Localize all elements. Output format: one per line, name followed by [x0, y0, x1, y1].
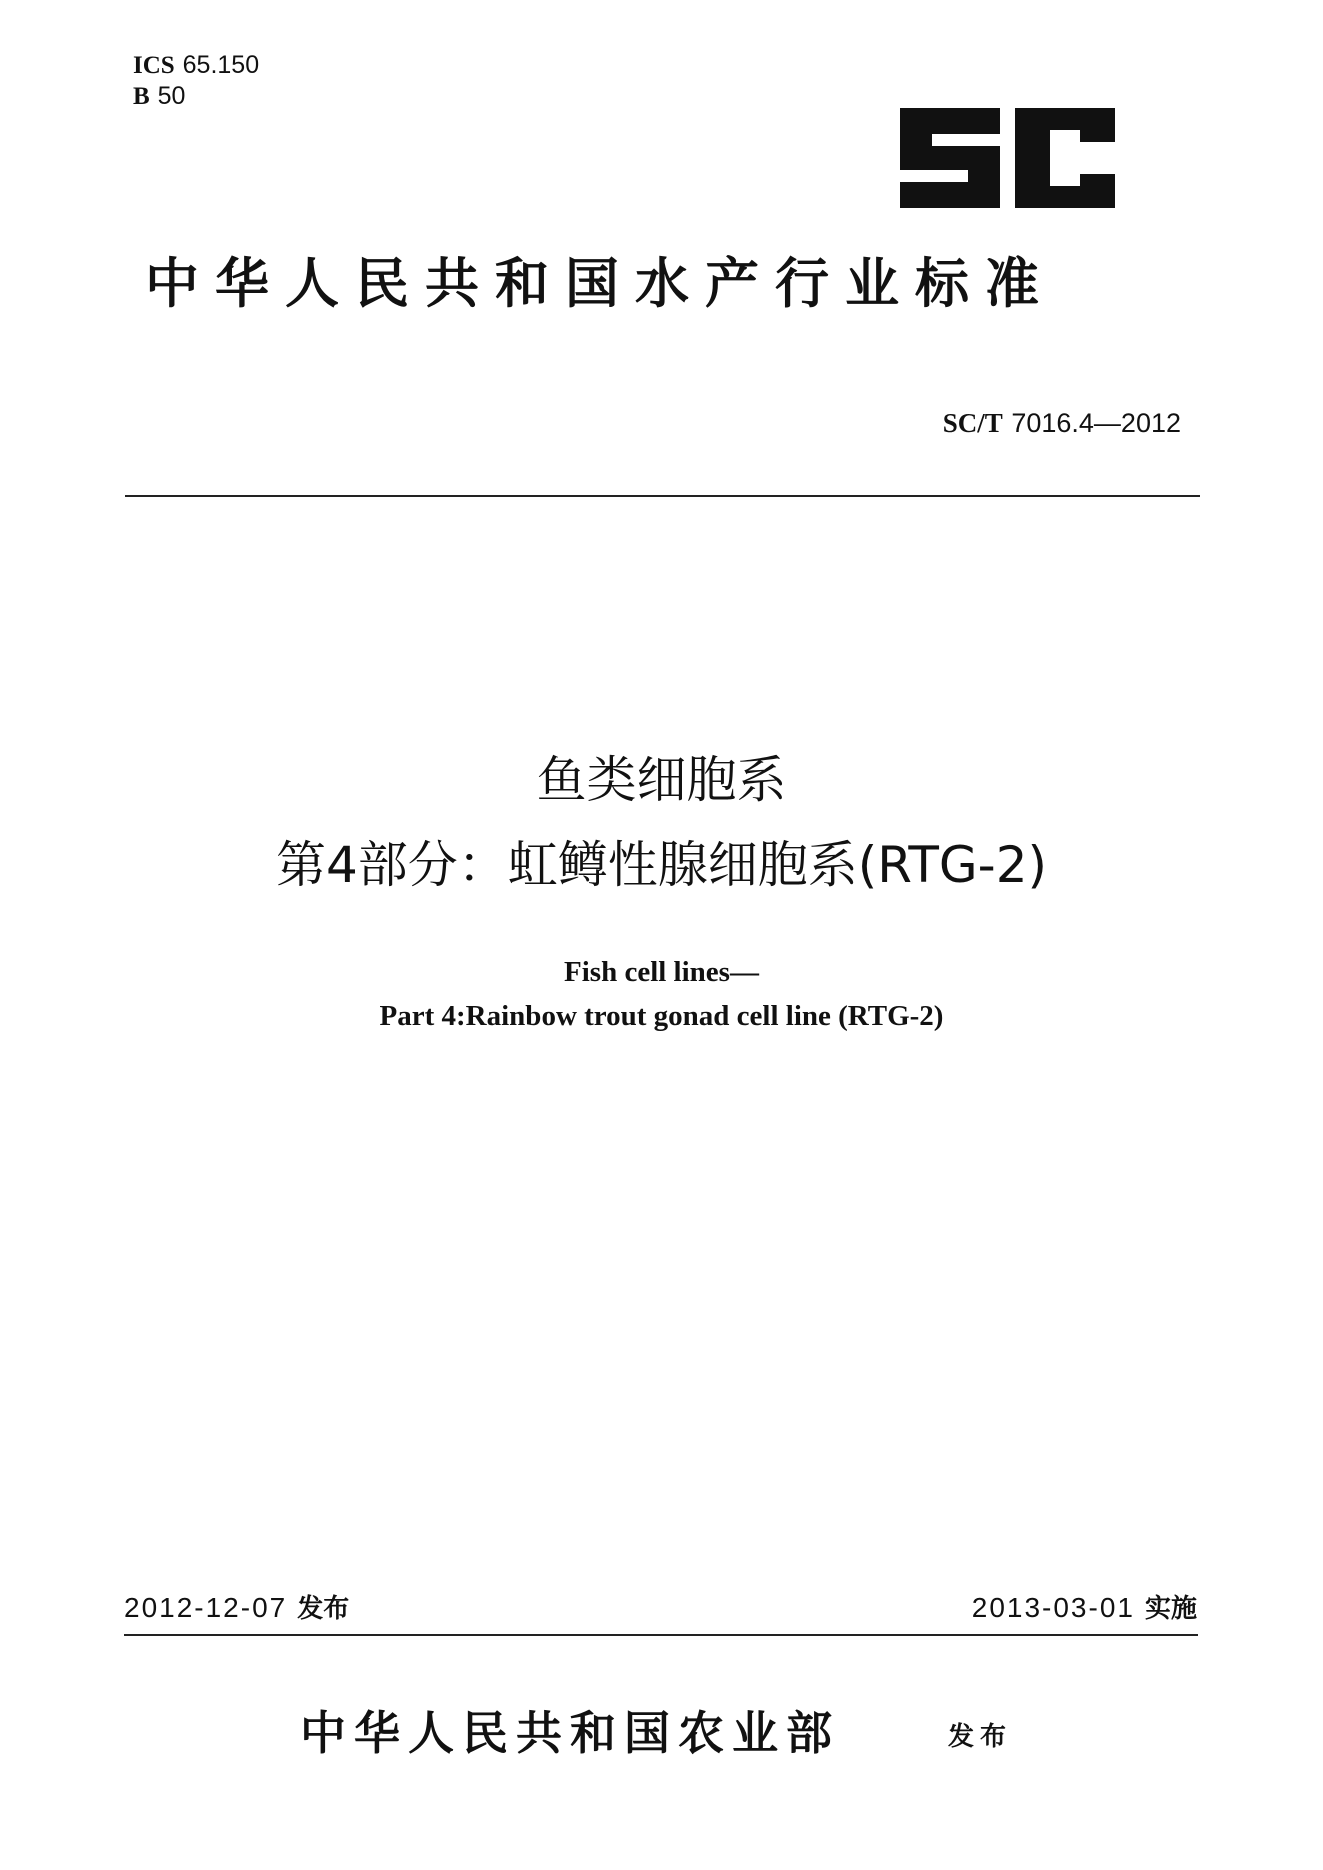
issue-date-value: 2012-12-07	[124, 1592, 288, 1623]
issue-date	[124, 1588, 349, 1625]
classification-codes	[133, 50, 259, 112]
en-title-line2: Part 4:Rainbow trout gonad cell line (RTG-2)	[379, 1000, 944, 1032]
sc-logo	[900, 108, 1115, 208]
bottom-divider	[124, 1634, 1198, 1636]
implementation-date-label: 实施	[1144, 1594, 1197, 1624]
cn-title-line2: 第4部分：虹鳟性腺细胞系(RTG-2)	[275, 836, 1048, 894]
top-divider	[125, 495, 1200, 497]
ccs-label: B	[133, 83, 150, 110]
ics-code	[133, 50, 259, 81]
publisher: 中华人民共和国农业部	[300, 1706, 840, 1760]
standard-number-value: 7016.4—2012	[1011, 408, 1181, 438]
implementation-date	[972, 1588, 1197, 1625]
implementation-date-value: 2013-03-01	[971, 1592, 1135, 1623]
en-title-line1: Fish cell lines—	[564, 956, 759, 988]
issue-date-label: 发布	[297, 1594, 350, 1624]
ics-value: 65.150	[182, 51, 260, 79]
ics-label: ICS	[133, 52, 175, 79]
ccs-value: 50	[157, 82, 186, 110]
standard-number-prefix: SC/T	[942, 408, 1003, 438]
standard-type-title: 中华人民共和国水产行业标准	[145, 252, 1055, 315]
standard-number	[943, 408, 1181, 439]
publisher-suffix: 发布	[948, 1722, 1013, 1752]
cn-title-line1: 鱼类细胞系	[536, 751, 787, 809]
ccs-code	[133, 81, 259, 112]
